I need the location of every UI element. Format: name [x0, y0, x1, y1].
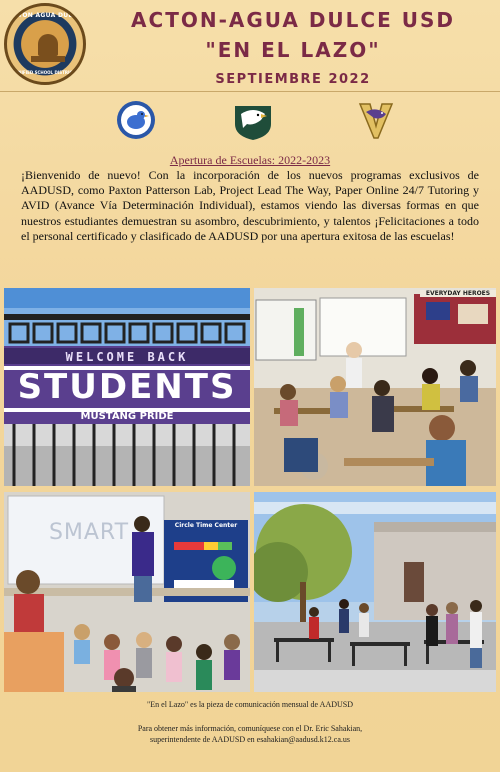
- bluebird-mascot-icon: [114, 98, 158, 142]
- header-divider: [0, 91, 500, 92]
- banner-text-welcome-back: WELCOME BACK: [65, 350, 189, 364]
- seal-text-top: ACTON AGUA DULCE: [8, 12, 82, 19]
- seal-base: [31, 56, 65, 62]
- photo-school-courtyard: [254, 492, 496, 692]
- seal-text-bottom: UNIFIED SCHOOL DISTRICT: [14, 70, 76, 75]
- bell-tower-icon: [38, 34, 58, 56]
- footer-contact: [0, 723, 500, 745]
- newsletter-title-line2: "EN EL LAZO": [205, 38, 381, 62]
- eagle-mascot-icon: [231, 98, 275, 142]
- footer-contact-line2[interactable]: superintendente de AADUSD en esahakian@aadusd.k12.ca.us: [150, 735, 350, 744]
- photo-classroom: [254, 288, 496, 486]
- banner-text-students: STUDENTS: [17, 367, 237, 407]
- newsletter-date: SEPTIEMBRE 2022: [215, 72, 371, 87]
- banner-text-mustang-pride: MUSTANG PRIDE: [80, 411, 174, 422]
- poster-everyday-heroes: EVERYDAY HEROES: [420, 290, 496, 297]
- poster-circle-time-center: Circle Time Center: [174, 522, 238, 529]
- smartboard-text: SMART: [48, 520, 130, 545]
- photo-welcome-banner: [4, 288, 250, 486]
- v-mustang-icon: [354, 98, 398, 142]
- newsletter-title-line1: ACTON-AGUA DULCE USD: [131, 8, 455, 32]
- district-seal-logo: [4, 3, 86, 85]
- photo-smartboard-lesson: [4, 492, 250, 692]
- footer-newsletter-note: "En el Lazo" es la pieza de comunicación mensual de AADUSD: [146, 700, 354, 709]
- footer-contact-line1: Para obtener más información, comuníquese con el Dr. Eric Sahakian,: [137, 724, 363, 733]
- intro-paragraph: ¡Bienvenido de nuevo! Con la incorporación de los nuevos programas exclusivos de AADUSD, como Paxton Patterson Lab, Project Lead The Way, Paper Online 24/7 Tutoring y AVID (Avance Vía Determinación Individual), estamos viendo las diversas formas en que nuestros estudiantes demuestran su asombro, descubrimiento, y talentos ¡Felicitaciones a todo el personal certificado y clasificado de AADUSD por una apertura exitosa de las escuelas!: [21, 168, 479, 243]
- intro-heading: Apertura de Escuelas: 2022-2023: [169, 153, 331, 167]
